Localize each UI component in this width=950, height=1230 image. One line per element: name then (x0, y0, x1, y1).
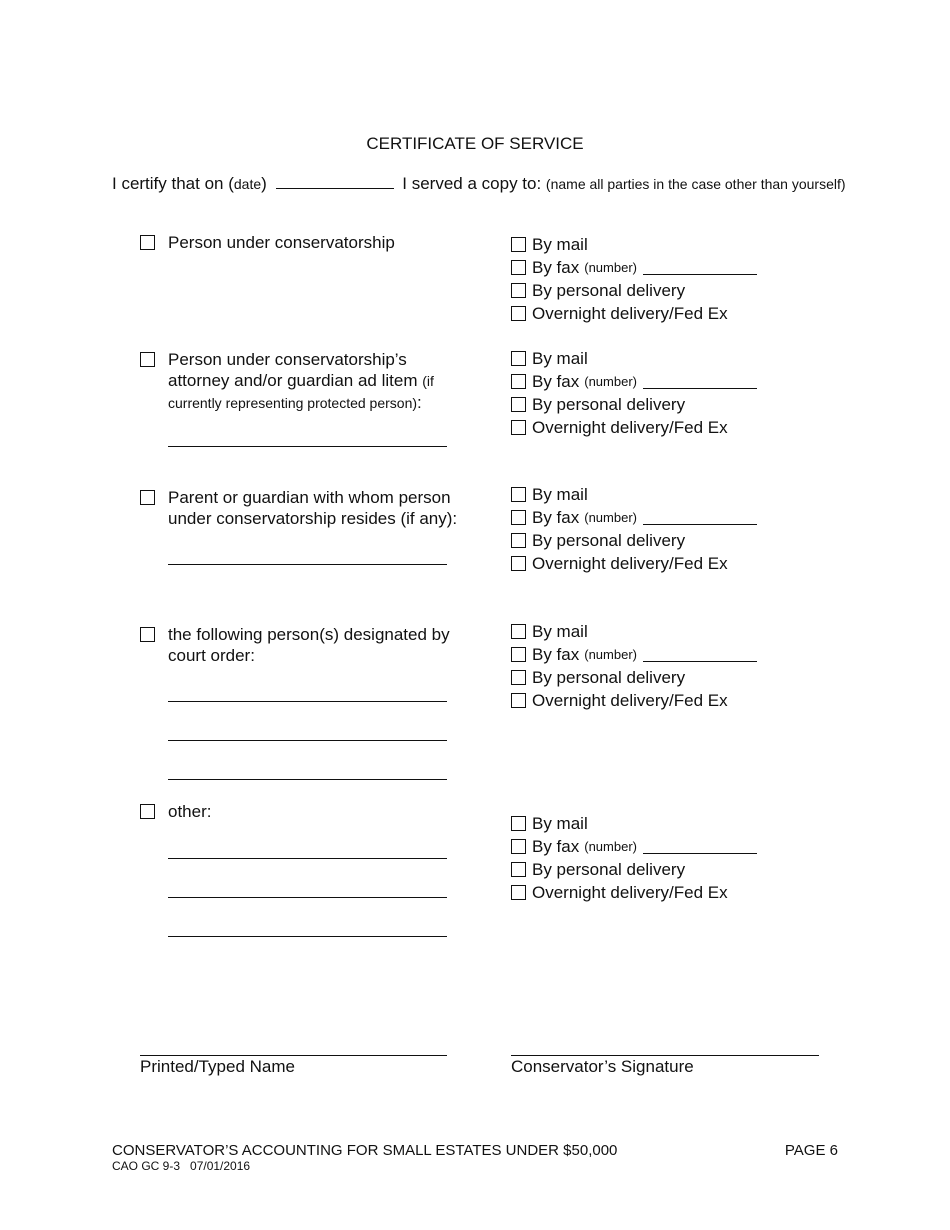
other-name-line-1[interactable] (168, 858, 447, 859)
method-checkbox-fax[interactable] (511, 374, 526, 389)
method-checkbox-personal[interactable] (511, 397, 526, 412)
fax-number-hint: (number) (584, 647, 637, 662)
party-label-attorney-guardian (168, 349, 458, 414)
method-checkbox-mail[interactable] (511, 351, 526, 366)
method-label-personal: By personal delivery (532, 668, 686, 687)
method-label-personal: By personal delivery (532, 281, 686, 300)
conservator-signature-line[interactable] (511, 1055, 819, 1056)
method-checkbox-mail[interactable] (511, 624, 526, 639)
attorney-label-end: : (417, 393, 422, 412)
method-checkbox-personal[interactable] (511, 283, 526, 298)
delivery-methods-group (511, 620, 757, 712)
delivery-methods-group (511, 812, 757, 904)
court-order-name-line-3[interactable] (168, 779, 447, 780)
method-checkbox-overnight[interactable] (511, 420, 526, 435)
method-row-overnight (511, 552, 757, 575)
method-label-overnight: Overnight delivery/Fed Ex (532, 304, 728, 323)
method-checkbox-fax[interactable] (511, 839, 526, 854)
party-checkbox-person-under-conservatorship[interactable] (140, 235, 155, 250)
method-label-overnight: Overnight delivery/Fed Ex (532, 691, 728, 710)
method-checkbox-overnight[interactable] (511, 306, 526, 321)
method-checkbox-personal[interactable] (511, 862, 526, 877)
method-label-mail: By mail (532, 485, 588, 504)
method-label-mail: By mail (532, 814, 588, 833)
method-row-overnight (511, 302, 757, 325)
date-hint: date (233, 176, 262, 192)
method-checkbox-fax[interactable] (511, 260, 526, 275)
fax-number-field[interactable] (643, 839, 757, 854)
attorney-name-line[interactable] (168, 446, 447, 447)
fax-number-hint: (number) (584, 260, 637, 275)
method-checkbox-fax[interactable] (511, 510, 526, 525)
footer-form-code: CAO GC 9-3 07/01/2016 (112, 1159, 251, 1173)
method-checkbox-personal[interactable] (511, 533, 526, 548)
method-row-fax (511, 370, 757, 393)
method-label-fax: By fax (532, 372, 580, 391)
fax-number-hint: (number) (584, 510, 637, 525)
method-checkbox-mail[interactable] (511, 487, 526, 502)
party-label-other: other: (168, 802, 212, 821)
party-checkbox-other[interactable] (140, 804, 155, 819)
method-row-personal (511, 393, 757, 416)
method-label-fax: By fax (532, 645, 580, 664)
footer-page-number: PAGE 6 (784, 1142, 838, 1159)
delivery-methods-group (511, 233, 757, 325)
party-label-parent-guardian: Parent or guardian with whom person under conservatorship resides (if any): (168, 488, 458, 528)
method-label-personal: By personal delivery (532, 531, 686, 550)
method-checkbox-overnight[interactable] (511, 693, 526, 708)
method-row-personal (511, 529, 757, 552)
party-label-court-order: the following person(s) designated by court order: (168, 625, 450, 665)
served-text: I served a copy to: (402, 174, 542, 193)
fax-number-field[interactable] (643, 510, 757, 525)
method-row-overnight (511, 416, 757, 439)
method-row-fax (511, 643, 757, 666)
attorney-label-note: (if currently representing protected person) (168, 373, 434, 411)
certify-statement (112, 174, 846, 194)
method-row-personal (511, 858, 757, 881)
method-row-personal (511, 666, 757, 689)
other-name-line-2[interactable] (168, 897, 447, 898)
method-row-fax (511, 256, 757, 279)
party-checkbox-parent-guardian[interactable] (140, 490, 155, 505)
method-checkbox-mail[interactable] (511, 237, 526, 252)
court-order-name-line-2[interactable] (168, 740, 447, 741)
fax-number-hint: (number) (584, 839, 637, 854)
method-label-personal: By personal delivery (532, 395, 686, 414)
method-label-overnight: Overnight delivery/Fed Ex (532, 883, 728, 902)
method-row-overnight (511, 689, 757, 712)
method-label-fax: By fax (532, 508, 580, 527)
fax-number-field[interactable] (643, 647, 757, 662)
party-label-person-under-conservatorship: Person under conservatorship (168, 233, 395, 252)
method-checkbox-personal[interactable] (511, 670, 526, 685)
method-checkbox-overnight[interactable] (511, 556, 526, 571)
method-label-mail: By mail (532, 622, 588, 641)
method-checkbox-overnight[interactable] (511, 885, 526, 900)
footer-form-title: CONSERVATOR’S ACCOUNTING FOR SMALL ESTATES UNDER $50,000 (112, 1142, 618, 1159)
fax-number-hint: (number) (584, 374, 637, 389)
method-label-personal: By personal delivery (532, 860, 686, 879)
attorney-label-main: Person under conservatorship’s attorney and/or guardian ad litem (168, 350, 418, 390)
date-field[interactable] (276, 176, 394, 189)
method-label-overnight: Overnight delivery/Fed Ex (532, 418, 728, 437)
delivery-methods-group (511, 347, 757, 439)
method-row-mail (511, 233, 757, 256)
method-row-mail (511, 812, 757, 835)
method-row-mail (511, 483, 757, 506)
delivery-methods-group (511, 483, 757, 575)
fax-number-field[interactable] (643, 260, 757, 275)
method-row-mail (511, 347, 757, 370)
conservator-signature-label: Conservator’s Signature (511, 1057, 694, 1076)
method-checkbox-fax[interactable] (511, 647, 526, 662)
method-checkbox-mail[interactable] (511, 816, 526, 831)
party-checkbox-court-order[interactable] (140, 627, 155, 642)
method-label-mail: By mail (532, 349, 588, 368)
court-order-name-line-1[interactable] (168, 701, 447, 702)
printed-name-label: Printed/Typed Name (140, 1057, 295, 1076)
parent-guardian-name-line[interactable] (168, 564, 447, 565)
method-label-mail: By mail (532, 235, 588, 254)
date-hint-close: ) (261, 174, 267, 193)
method-row-overnight (511, 881, 757, 904)
method-row-fax (511, 835, 757, 858)
certify-prefix: I certify that on ( (112, 174, 234, 193)
printed-name-line[interactable] (140, 1055, 447, 1056)
party-checkbox-attorney-guardian[interactable] (140, 352, 155, 367)
method-row-mail (511, 620, 757, 643)
served-hint: (name all parties in the case other than yourself) (545, 176, 846, 192)
fax-number-field[interactable] (643, 374, 757, 389)
method-label-fax: By fax (532, 837, 580, 856)
method-label-overnight: Overnight delivery/Fed Ex (532, 554, 728, 573)
method-row-personal (511, 279, 757, 302)
other-name-line-3[interactable] (168, 936, 447, 937)
page-title: CERTIFICATE OF SERVICE (366, 134, 584, 153)
method-row-fax (511, 506, 757, 529)
method-label-fax: By fax (532, 258, 580, 277)
